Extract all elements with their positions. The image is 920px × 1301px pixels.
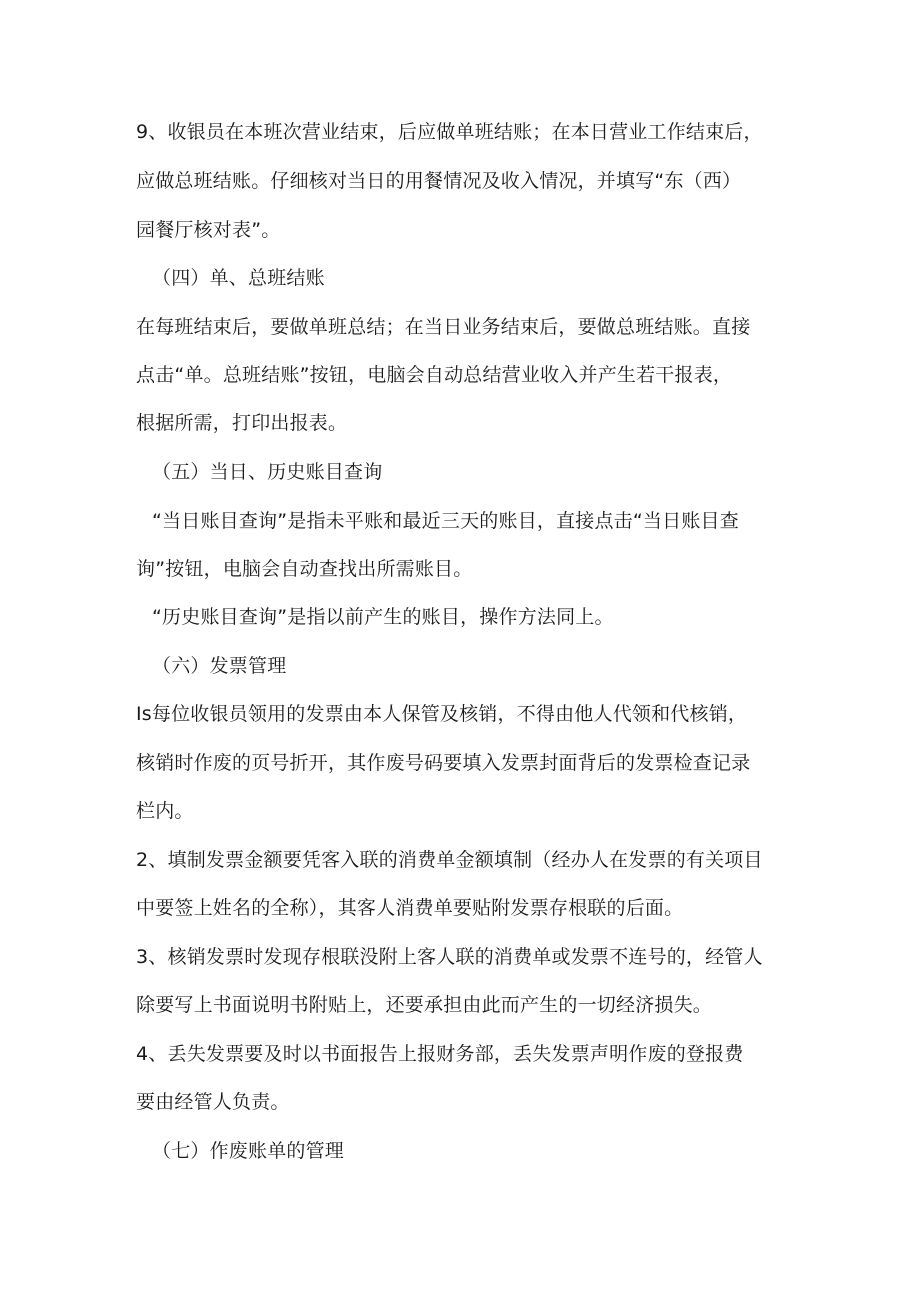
text-line: 园餐厅核对表”。 — [136, 219, 281, 241]
text-line: 2、填制发票金额要凭客入联的消费单金额填制（经办人在发票的有关项目 — [136, 849, 763, 871]
section-heading: （六）发票管理 — [152, 655, 287, 677]
text-line: 除要写上书面说明书附贴上，还要承担由此而产生的一切经济损失。 — [136, 994, 713, 1016]
text-line: 点击“单。总班结账”按钮，电脑会自动总结营业收入并产生若干报表， — [136, 364, 733, 386]
text-line: 4、丢失发票要及时以书面报告上报财务部，丢失发票声明作废的登报费 — [136, 1043, 744, 1065]
text-line: 询”按钮，电脑会自动查找出所需账目。 — [136, 558, 473, 580]
text-line: 要由经管人负责。 — [136, 1091, 290, 1113]
text-line: 在每班结束后，要做单班总结；在当日业务结束后，要做总班结账。直接 — [136, 316, 751, 338]
text-line: 3、核销发票时发现存根联没附上客人联的消费单或发票不连号的，经管人 — [136, 946, 763, 968]
text-line: Is每位收银员领用的发票由本人保管及核销，不得由他人代领和代核销， — [136, 703, 748, 725]
section-heading: （四）单、总班结账 — [152, 267, 325, 289]
text-line: 根据所需，打印出报表。 — [136, 412, 348, 434]
text-line: 核销时作废的页号折开，其作废号码要填入发票封面背后的发票检查记录 — [136, 752, 751, 774]
text-line: 栏内。 — [136, 800, 194, 822]
text-line: “历史账目查询”是指以前产生的账目，操作方法同上。 — [152, 606, 614, 628]
text-line: 中要签上姓名的全称），其客人消费单要贴附发票存根联的后面。 — [136, 897, 684, 919]
text-line: 应做总班结账。仔细核对当日的用餐情况及收入情况，并填写“东（西） — [136, 170, 742, 192]
text-line: “当日账目查询”是指未平账和最近三天的账目，直接点击“当日账目查 — [152, 510, 739, 532]
section-heading: （七）作废账单的管理 — [152, 1140, 345, 1162]
section-heading: （五）当日、历史账目查询 — [152, 461, 383, 483]
text-line: 9、收银员在本班次营业结束，后应做单班结账；在本日营业工作结束后， — [136, 121, 763, 143]
